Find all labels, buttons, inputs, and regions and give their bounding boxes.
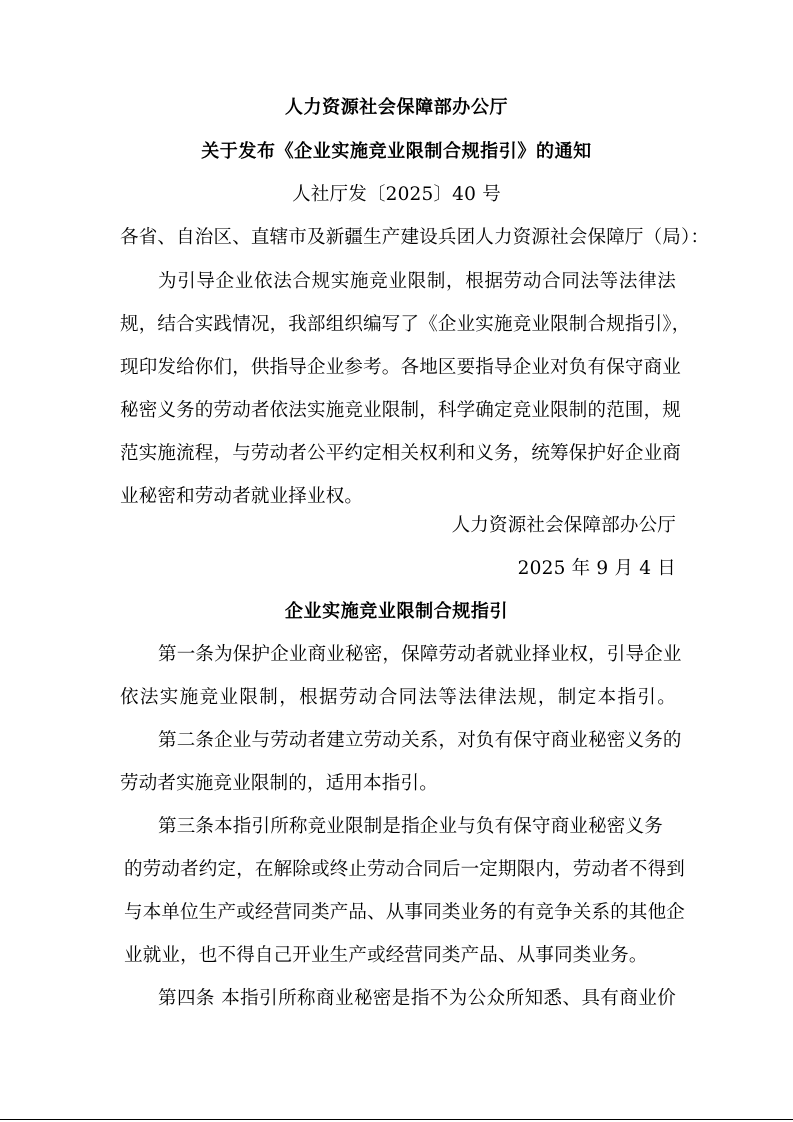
notice-body-line: 规，结合实践情况，我部组织编写了《企业实施竞业限制合规指引》， [120,314,691,335]
notice-body-line: 现印发给你们，供指导企业参考。各地区要指导企业对负有保守商业 [120,357,682,378]
notice-body-line: 业秘密和劳动者就业择业权。 [120,486,364,507]
notice-title: 关于发布《企业实施竞业限制合规指引》的通知 [201,141,592,162]
article-line: 第四条 本指引所称商业秘密是指不为公众所知悉、具有商业价 [158,988,676,1009]
article-line: 的劳动者约定，在解除或终止劳动合同后一定期限内，劳动者不得到 [124,859,686,880]
notice-body-line: 秘密义务的劳动者依法实施竞业限制，科学确定竞业限制的范围，规 [120,400,682,421]
article-line: 劳动者实施竞业限制的，适用本指引。 [120,773,438,794]
article-line: 第三条本指引所称竞业限制是指企业与负有保守商业秘密义务 [158,816,663,837]
article-line: 业就业，也不得自己开业生产或经营同类产品、从事同类业务。 [124,945,648,966]
article-line: 第二条企业与劳动者建立劳动关系，对负有保守商业秘密义务的 [158,730,682,751]
recipients-line: 各省、自治区、直辖市及新疆生产建设兵团人力资源社会保障厅（局）： [120,227,710,248]
page-bottom-rule [0,1119,793,1120]
notice-body-line: 为引导企业依法合规实施竞业限制，根据劳动合同法等法律法 [158,271,676,292]
notice-body-line: 范实施流程，与劳动者公平约定相关权利和义务，统筹保护好企业商 [120,443,682,464]
issue-date: 2025 年 9 月 4 日 [517,558,676,579]
guideline-title: 企业实施竞业限制合规指引 [284,601,509,622]
article-line: 第一条为保护企业商业秘密，保障劳动者就业择业权，引导企业 [158,644,682,665]
article-line: 依法实施竞业限制，根据劳动合同法等法律法规，制定本指引。 [120,687,676,708]
org-title: 人力资源社会保障部办公厅 [284,97,509,118]
document-number: 人社厅发〔2025〕40 号 [292,184,501,205]
article-line: 与本单位生产或经营同类产品、从事同类业务的有竞争关系的其他企 [124,902,686,923]
signature: 人力资源社会保障部办公厅 [451,515,676,536]
